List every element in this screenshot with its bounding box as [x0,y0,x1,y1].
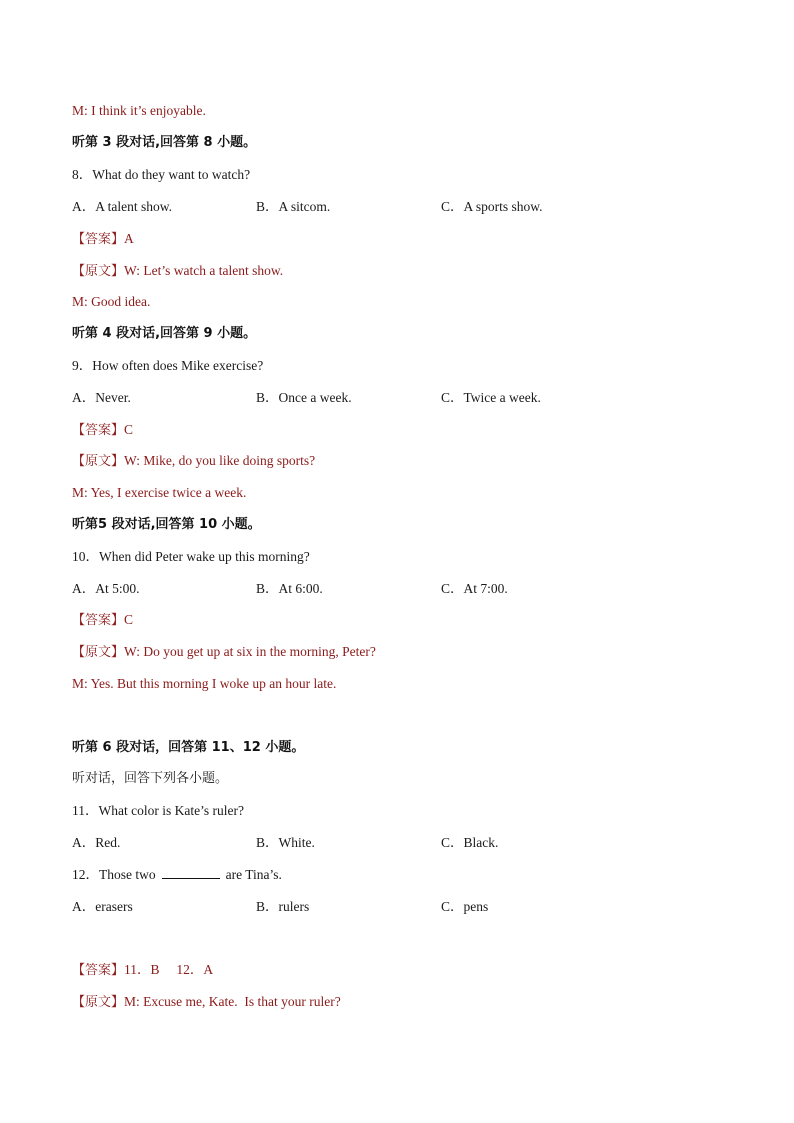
section-heading: 听第 3 段对话,回答第 8 小题。 [72,135,257,150]
question-8: 8．What do they want to watch? [72,167,251,182]
question-12: 12．Those two are Tina’s. [72,867,282,882]
q11-option-a: A．Red. [72,835,121,850]
q9-option-c: C．Twice a week. [441,390,541,405]
q11-12-answer: 【答案】11．B 12．A [72,962,214,978]
q12-option-a: A．erasers [72,899,133,914]
q12-option-c: C．pens [441,899,489,914]
q11-12-transcript: 【原文】M: Excuse me, Kate. Is that your ruler? [72,994,341,1010]
section-heading: 听第 6 段对话，回答第 11、12 小题。 [72,740,305,755]
q8-answer: 【答案】A [72,231,134,247]
q10-transcript: 【原文】W: Do you get up at six in the morning, Peter? [72,644,376,660]
q10-option-a: A．At 5:00. [72,581,140,596]
fill-in-blank [162,866,220,879]
q9-answer: 【答案】C [72,422,134,438]
q12-option-b: B．rulers [256,899,310,914]
q10-option-c: C．At 7:00. [441,581,508,596]
section-heading: 听第5 段对话,回答第 10 小题。 [72,517,261,532]
q8-option-c: C．A sports show. [441,199,543,214]
section-instruction: 听对话，回答下列各小题。 [72,771,229,786]
question-9: 9．How often does Mike exercise? [72,358,264,373]
q9-option-a: A．Never. [72,390,131,405]
dialogue-line: M: Good idea. [72,294,151,309]
question-11: 11．What color is Kate’s ruler? [72,803,244,818]
q11-option-c: C．Black. [441,835,499,850]
q9-option-b: B．Once a week. [256,390,352,405]
dialogue-line: M: I think it’s enjoyable. [72,103,206,118]
q11-option-b: B．White. [256,835,315,850]
q10-option-b: B．At 6:00. [256,581,323,596]
section-heading: 听第 4 段对话,回答第 9 小题。 [72,326,257,341]
q8-option-b: B．A sitcom. [256,199,331,214]
q10-answer: 【答案】C [72,612,134,628]
q8-transcript: 【原文】W: Let’s watch a talent show. [72,263,284,279]
dialogue-line: M: Yes, I exercise twice a week. [72,485,247,500]
dialogue-line: M: Yes. But this morning I woke up an hour late. [72,676,337,691]
question-10: 10．When did Peter wake up this morning? [72,549,310,564]
q9-transcript: 【原文】W: Mike, do you like doing sports? [72,453,316,469]
q8-option-a: A．A talent show. [72,199,172,214]
